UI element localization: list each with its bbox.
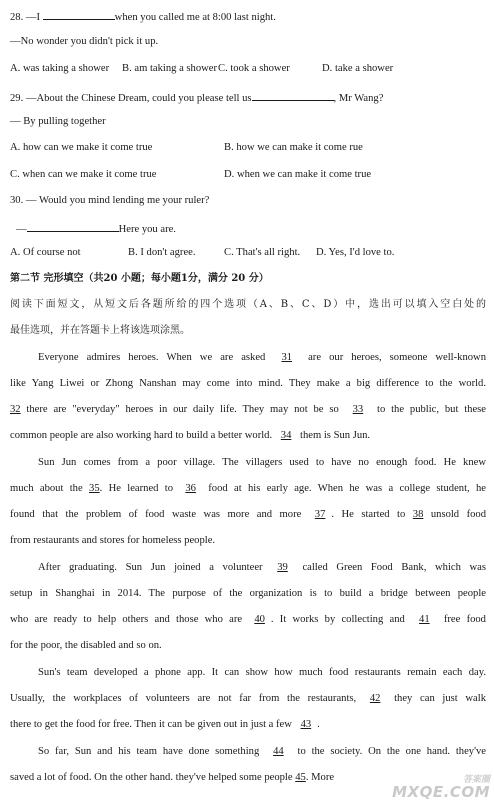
- section-heading: 第二节 完形填空（共20 小题；每小题1分，满分 20 分）: [10, 273, 269, 284]
- passage-line: common people are also working hard to build a better world. 34 them is Sun Jun.: [10, 430, 371, 441]
- passage-line: setup in Shanghai in 2014. The purpose of the organization is to build a bridge between people: [10, 588, 486, 599]
- q28-option-a: A. was taking a shower: [10, 63, 110, 74]
- q28-stem: 28. —I when you called me at 8:00 last night.: [10, 8, 488, 25]
- q28-option-c: C. took a shower: [218, 63, 290, 74]
- q29-stem: 29. —About the Chinese Dream, could you please tell us , Mr Wang?: [10, 89, 488, 106]
- q29-options-ab: [10, 141, 488, 155]
- passage-line: Sun Jun comes from a poor village. The villagers used to have no enough food. He knew: [38, 457, 486, 468]
- passage-line: Everyone admires heroes. When we are asked 31 are our heroes, someone well-known: [38, 352, 486, 363]
- q28-option-b: B. am taking a shower: [122, 63, 218, 74]
- passage-line: So far, Sun and his team have done something 44 to the society. On the one hand. they've: [38, 746, 487, 757]
- blank-31: 31: [281, 352, 293, 363]
- site-watermark: 答案圈 MXQE.COM: [392, 775, 490, 801]
- q29-option-a: A. how can we make it come true: [10, 142, 153, 153]
- q28-reply: —No wonder you didn't pick it up.: [10, 36, 159, 47]
- passage-line: Sun's team developed a phone app. It can show how much food restaurants remain each day.: [38, 667, 486, 678]
- q29-reply: — By pulling together: [10, 116, 106, 127]
- blank-44: 44: [273, 746, 284, 757]
- blank-42: 42: [369, 693, 381, 704]
- passage-line: After graduating. Sun Jun joined a volunteer 39 called Green Food Bank, which was: [38, 562, 487, 573]
- blank-39: 39: [277, 562, 288, 573]
- q30-options: [10, 246, 488, 260]
- q30-option-a: A. Of course not: [10, 247, 81, 258]
- passage-line: from restaurants and stores for homeless people.: [10, 535, 216, 546]
- q28-options: [10, 62, 488, 76]
- blank-33: 33: [352, 404, 364, 415]
- passage-line: saved a lot of food. On the other hand. they've helped some people 45. More: [10, 772, 335, 783]
- blank-41: 41: [419, 614, 430, 625]
- blank-38: 38: [412, 509, 424, 520]
- q30-reply: — Here you are.: [10, 220, 488, 237]
- blank-32: 32: [10, 404, 21, 415]
- section-instructions-line-2: 最佳选项，并在答题卡上将该选项涂黑。: [10, 325, 190, 336]
- passage-line: like Yang Liwei or Zhong Nanshan may come into mind. They make a big difference to the world.: [10, 378, 486, 389]
- q29-option-c: C. when can we make it come true: [10, 169, 157, 180]
- q29-options-cd: [10, 168, 488, 182]
- q30-option-c: C. That's all right.: [224, 247, 301, 258]
- blank-36: 36: [185, 483, 196, 494]
- passage-line: 32 there are "everyday" heroes in our daily life. They may not be so 33 to the public, but these: [10, 404, 486, 415]
- q30-option-b: B. I don't agree.: [128, 247, 196, 258]
- passage-line: for the poor, the disabled and so on.: [10, 640, 162, 651]
- passage-line: there to get the food for free. Then it can be given out in just a few 43 .: [10, 719, 320, 730]
- q29-option-d: D. when we can make it come true: [224, 169, 372, 180]
- q28-blank: [43, 8, 115, 20]
- blank-40: 40: [254, 614, 265, 625]
- blank-43: 43: [300, 719, 312, 730]
- q30-option-d: D. Yes, I'd love to.: [316, 247, 395, 258]
- passage-line: found that the problem of food waste was more and more 37 . He started to 38 unsold food: [10, 509, 487, 520]
- blank-35: 35: [89, 483, 100, 494]
- q29-option-b: B. how we can make it come rue: [224, 142, 363, 153]
- section-instructions-line-1: 阅读下面短文，从短文后各题所给的四个选项（A、B、C、D）中，选出可以填入空白处的: [10, 299, 486, 310]
- blank-45: 45: [295, 772, 306, 783]
- q30-stem: 30. — Would you mind lending me your ruler?: [10, 195, 210, 206]
- blank-37: 37: [314, 509, 326, 520]
- blank-34: 34: [280, 430, 292, 441]
- passage-line: Usually, the workplaces of volunteers are not far from the restaurants, 42 they can just walk: [10, 693, 486, 704]
- passage-line: who are ready to help others and those who are 40 . It works by collecting and 41 free food: [10, 614, 486, 625]
- q28-option-d: D. take a shower: [322, 63, 394, 74]
- q30-blank: [27, 220, 119, 232]
- passage-line: much about the 35. He learned to 36 food at his early age. When he was a college student, he: [10, 483, 486, 494]
- q29-blank: [252, 89, 334, 101]
